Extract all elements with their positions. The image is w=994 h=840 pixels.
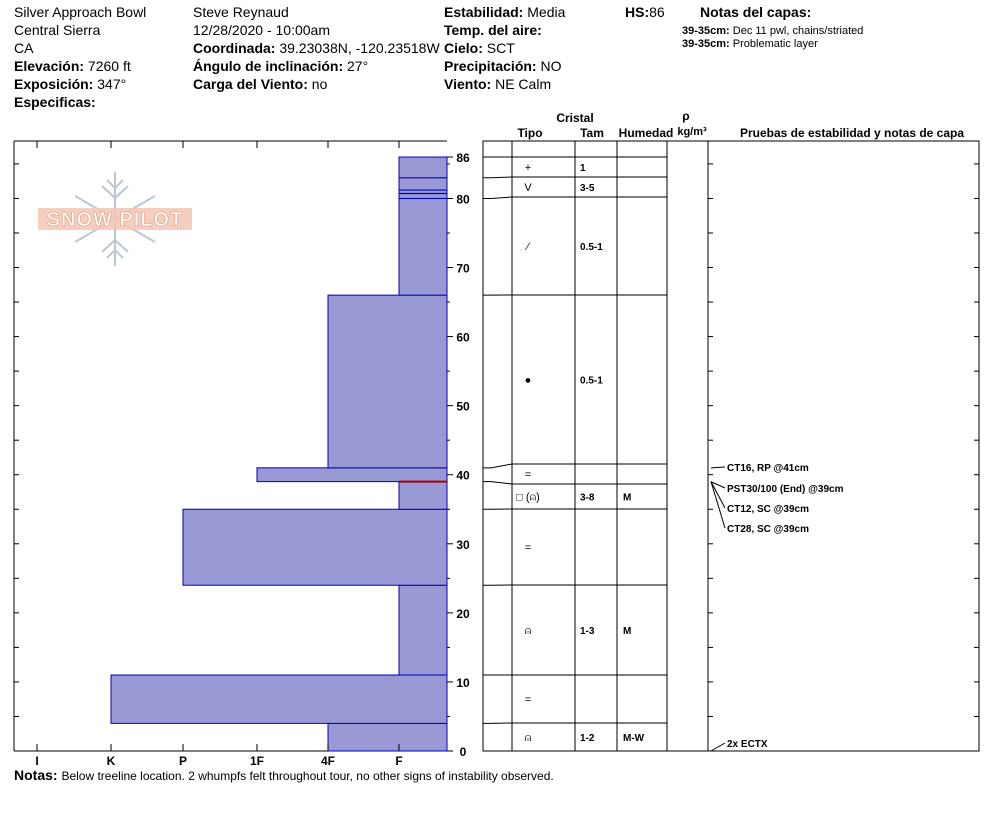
grain-size: 1 (580, 163, 586, 174)
observation-datetime: 12/28/2020 - 10:00am (193, 22, 330, 38)
height-tick-label: 70 (456, 261, 470, 276)
hardness-bar (111, 675, 447, 723)
region-name: Central Sierra (14, 22, 101, 38)
grain-size: 1-2 (580, 733, 595, 744)
grain-size: 3-5 (580, 183, 595, 194)
aspect-value: 347° (97, 76, 127, 92)
precip-value: NO (540, 58, 562, 74)
height-connector-line (483, 482, 512, 484)
hardness-tick-label: 1F (249, 754, 265, 768)
grain-symbol: ⁄ (527, 241, 529, 253)
hs-label: HS: (625, 4, 650, 20)
hardness-bar (399, 157, 447, 178)
hardness-bar (399, 482, 447, 510)
test-label: 2x ECTX (727, 739, 768, 750)
layer-notes-title: Notas del capas: (700, 4, 812, 20)
height-tick-label: 30 (456, 537, 470, 552)
logo-text: SNOW PILOT (46, 209, 184, 231)
stability-label: Estabilidad: (444, 4, 524, 20)
moisture-value: M (623, 626, 632, 637)
grain-symbol: = (524, 469, 532, 481)
height-tick-label: 60 (456, 330, 470, 345)
hardness-bar (328, 295, 447, 468)
precip-label: Precipitación: (444, 58, 537, 74)
slope-label: Ángulo de inclinación: (193, 58, 344, 74)
grain-symbol: + (524, 162, 532, 174)
hardness-bar (328, 723, 447, 751)
moisture-value: M-W (623, 733, 645, 744)
height-connector-line (483, 177, 512, 178)
hardness-plot (14, 141, 470, 768)
table-frame (483, 141, 979, 751)
grain-symbol: □ (⍝) (516, 491, 540, 504)
header-crystal: Cristal (556, 111, 594, 125)
hardness-bar (399, 178, 447, 199)
height-tick-label: 40 (456, 468, 470, 483)
layer-note-depth: 39-35cm: (682, 38, 730, 50)
slope-value: 27° (347, 58, 369, 74)
hardness-bar (399, 585, 447, 675)
hardness-tick-label: K (106, 754, 116, 768)
layer-note-depth: 39-35cm: (682, 25, 730, 37)
hardness-tick-label: F (395, 754, 403, 768)
header-type: Tipo (517, 126, 543, 140)
grain-symbol: = (524, 694, 532, 706)
wind-load-label: Carga del Viento: (193, 76, 308, 92)
header-density-unit: kg/m³ (677, 126, 707, 138)
observer-name: Steve Reynaud (193, 4, 289, 20)
hardness-tick-label: P (178, 754, 188, 768)
test-label: CT16, RP @41cm (727, 463, 809, 474)
hardness-bar (257, 468, 447, 482)
hs-value: 86 (649, 4, 665, 20)
test-label: CT12, SC @39cm (727, 504, 810, 515)
wind-load-value: no (311, 76, 328, 92)
height-tick-label: 10 (456, 675, 470, 690)
hardness-tick-label: 4F (320, 754, 336, 768)
wind-label: Viento: (444, 76, 492, 92)
header-tests: Pruebas de estabilidad y notas de capa (739, 126, 965, 140)
grain-size: 3-8 (580, 492, 595, 504)
stability-value: Media (527, 4, 566, 20)
height-connector-line (483, 197, 512, 198)
grain-size: 0.5-1 (580, 375, 603, 387)
header-moisture: Humedad (618, 126, 674, 140)
specifics-label: Especificas: (14, 94, 96, 110)
grain-symbol: ● (524, 374, 532, 387)
test-pointer-line (711, 467, 725, 468)
moisture-value: M (623, 492, 632, 504)
test-label: PST30/100 (End) @39cm (727, 484, 844, 495)
header-rho: ρ (682, 109, 690, 123)
grain-size: 1-3 (580, 626, 595, 637)
hardness-bar (399, 198, 447, 295)
header-size: Tam (580, 126, 604, 140)
location-name: Silver Approach Bowl (14, 4, 147, 20)
sky-label: Cielo: (444, 40, 483, 56)
grain-symbol: ⍝ (524, 625, 532, 637)
notes-label: Notas: (14, 767, 58, 783)
height-tick-label: 86 (456, 151, 470, 165)
elevation-value: 7260 ft (87, 58, 131, 74)
aspect-label: Exposición: (14, 76, 94, 92)
height-tick-label: 20 (456, 606, 470, 621)
wind-value: NE Calm (495, 76, 552, 92)
grain-symbol: = (524, 542, 532, 554)
height-tick-label: 0 (459, 745, 467, 759)
hardness-tick-label: I (35, 754, 39, 768)
coordinate-value: 39.23038N, -120.23518W (279, 40, 440, 56)
height-connector-line (483, 464, 512, 468)
grain-size: 0.5-1 (580, 242, 603, 253)
grain-symbol: ⍝ (524, 732, 532, 744)
elevation-label: Elevación: (14, 58, 85, 74)
notes-text: Below treeline location. 2 whumpfs felt throughout tour, no other signs of instability observed. (61, 769, 554, 783)
test-pointer-line (711, 743, 725, 751)
hardness-bar (183, 509, 447, 585)
test-label: CT28, SC @39cm (727, 524, 810, 535)
grain-symbol: V (524, 182, 532, 194)
height-tick-label: 80 (456, 192, 470, 207)
coordinate-label: Coordinada: (193, 40, 276, 56)
stability-tests (711, 463, 844, 751)
air-temp-label: Temp. del aire: (444, 22, 542, 38)
state-name: CA (14, 40, 34, 56)
sky-value: SCT (486, 40, 515, 56)
snowpilot-logo (38, 172, 192, 266)
height-tick-label: 50 (456, 399, 470, 414)
layer-table (483, 141, 979, 751)
layer-note-text: Problematic layer (732, 38, 818, 50)
notes-row (14, 767, 554, 785)
layer-note-text: Dec 11 pwl, chains/striated (732, 25, 864, 37)
